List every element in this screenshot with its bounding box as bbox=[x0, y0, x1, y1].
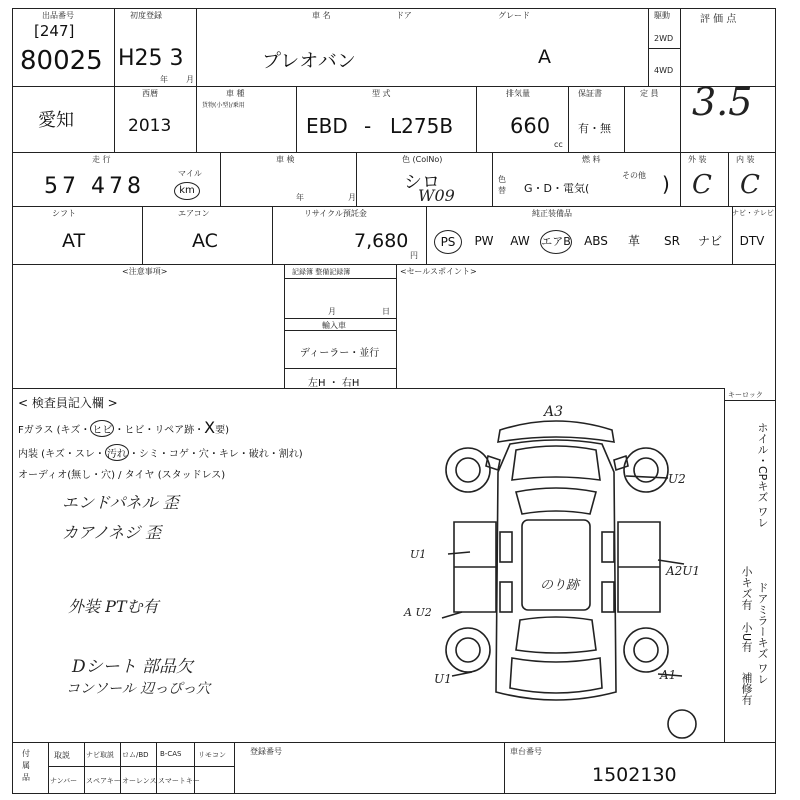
color-label: 色 (ColNo) bbox=[402, 155, 443, 164]
auction-sheet bbox=[12, 8, 776, 794]
year-value: 2013 bbox=[128, 116, 172, 136]
ac-value: AC bbox=[192, 230, 218, 252]
color-change-label: 色替 bbox=[498, 175, 506, 195]
acc-remote: リモコン bbox=[198, 751, 226, 759]
steering-side: 左H ・ 右H bbox=[308, 378, 360, 389]
color-value: シロ bbox=[404, 172, 440, 193]
option-airbag: エアB bbox=[538, 230, 574, 254]
capacity-label: 定 員 bbox=[640, 89, 659, 98]
inspection-month: 月 bbox=[348, 193, 356, 202]
fuel-value: G・D・電気( bbox=[524, 182, 590, 195]
vehicle-type-note: 貨物(小型)/乗用 bbox=[202, 102, 245, 109]
center-note: のり跡 bbox=[540, 578, 580, 593]
ac-label: エアコン bbox=[178, 209, 210, 218]
warranty-value: 有・無 bbox=[578, 122, 611, 135]
accessory-label: 付属品 bbox=[22, 749, 30, 782]
option-navi: ナビ bbox=[697, 234, 722, 248]
glass-circled: ヒビ bbox=[90, 420, 114, 437]
dealer-parallel: ディーラー・並行 bbox=[300, 348, 380, 359]
acc-navi-manual: ナビ取説 bbox=[86, 751, 114, 759]
hand-note-3: 外装 PTむ有 bbox=[68, 597, 159, 616]
mileage-label: 走 行 bbox=[92, 155, 111, 164]
lot-number: 80025 bbox=[20, 46, 103, 76]
mark-a3: A3 bbox=[544, 404, 564, 420]
interior-grade: C bbox=[740, 170, 760, 200]
mark-u2-right: U2 bbox=[668, 472, 686, 486]
chassis-number: 1502130 bbox=[592, 764, 677, 786]
acc-rom-bd: ロム/BD bbox=[122, 751, 149, 759]
option-sr: SR bbox=[664, 234, 680, 248]
first-reg-value: H25 3 bbox=[118, 46, 184, 71]
score-value: 3.5 bbox=[692, 80, 753, 124]
record-day: 日 bbox=[382, 307, 390, 316]
model-code: L275B bbox=[390, 114, 454, 138]
option-pw: PW bbox=[474, 234, 494, 248]
mark-au2: A U2 bbox=[404, 606, 432, 619]
door-label: ドア bbox=[396, 11, 412, 20]
record-month: 月 bbox=[328, 307, 336, 316]
legend-small-scratch: 小キズ有 bbox=[740, 566, 753, 610]
km-label: km bbox=[174, 182, 200, 200]
recycle-label: リサイクル預託金 bbox=[304, 209, 367, 218]
hand-note-2: カアノネジ 歪 bbox=[62, 523, 162, 542]
displacement-label: 排気量 bbox=[506, 89, 530, 98]
cc-unit: cc bbox=[554, 140, 563, 149]
recycle-value: 7,680 bbox=[354, 230, 409, 252]
glass-line: Fガラス (キズ・ ヒビ ・ヒビ・リペア跡・X要) bbox=[18, 418, 230, 437]
interior-line: 内装 (キズ・スレ・ 汚れ ・シミ・コゲ・穴・キレ・破れ・割れ) bbox=[18, 444, 303, 461]
drive-2wd: 2WD bbox=[654, 34, 674, 43]
model-label: 型 式 bbox=[372, 89, 391, 98]
lot-bracket: [247] bbox=[34, 22, 75, 40]
mileage-value: 57 478 bbox=[44, 174, 145, 199]
legend-wheel: ホイル・CPキズ ワレ bbox=[756, 422, 769, 528]
drive-label: 駆動 bbox=[654, 11, 670, 20]
mark-a2u1: A2U1 bbox=[666, 564, 701, 578]
mark-a1: A1 bbox=[660, 668, 677, 682]
month-unit: 月 bbox=[186, 75, 194, 84]
acc-bcas: B-CAS bbox=[160, 750, 182, 758]
color-code: W09 bbox=[418, 186, 455, 205]
legend-door-mirror: ドアミラーキズ ワレ bbox=[756, 582, 769, 685]
reg-number-label: 登録番号 bbox=[250, 747, 282, 756]
hand-note-5: コンソール 辺っぴっ穴 bbox=[66, 681, 211, 697]
fuel-other: その他 bbox=[622, 171, 646, 180]
acc-smart-key: スマートキー bbox=[158, 777, 200, 785]
acc-manual: 取説 bbox=[54, 751, 70, 760]
import-label: 輸入車 bbox=[322, 321, 346, 330]
year-label: 西暦 bbox=[142, 89, 158, 98]
acc-orense: オーレンス bbox=[122, 777, 157, 785]
navi-tv-label: ナビ・テレビ bbox=[732, 209, 774, 217]
warranty-label: 保証書 bbox=[578, 89, 602, 98]
hand-note-4: Dシート 部品欠 bbox=[72, 657, 194, 677]
shift-value: AT bbox=[62, 230, 86, 252]
vehicle-type-label: 車 種 bbox=[226, 89, 245, 98]
option-aw: AW bbox=[510, 234, 530, 248]
acc-plate: ナンバー bbox=[50, 777, 78, 785]
exterior-label: 外 装 bbox=[688, 155, 707, 164]
shift-label: シフト bbox=[52, 209, 76, 218]
option-abs: ABS bbox=[584, 234, 608, 248]
grade-value: A bbox=[538, 46, 551, 68]
hand-note-1: エンドパネル 歪 bbox=[62, 493, 179, 512]
inspection-label: 車 検 bbox=[276, 155, 295, 164]
legend-small-u: 小U有 bbox=[740, 622, 753, 653]
interior-label: 内 装 bbox=[736, 155, 755, 164]
drive-4wd: 4WD bbox=[654, 66, 674, 75]
fuel-close: ) bbox=[662, 172, 670, 196]
audio-tire-line: オーディオ(無し・穴) / タイヤ (スタッドレス) bbox=[18, 470, 226, 481]
model-dash: - bbox=[364, 114, 372, 138]
inspector-title: < 検査員記入欄 > bbox=[18, 396, 118, 410]
fuel-label: 燃 料 bbox=[582, 155, 601, 164]
car-name-label: 車 名 bbox=[312, 11, 331, 20]
lot-label: 出品番号 bbox=[42, 11, 74, 20]
exterior-grade: C bbox=[692, 170, 712, 200]
option-ps: PS bbox=[430, 230, 466, 254]
mark-u1-left: U1 bbox=[410, 548, 427, 561]
yen-unit: 円 bbox=[410, 251, 418, 260]
keylock-label: キーロック bbox=[728, 391, 763, 399]
miles-label: マイル bbox=[178, 169, 202, 178]
option-leather: 革 bbox=[627, 234, 640, 248]
car-name: プレオバン bbox=[262, 50, 356, 72]
legend-repair: 補修有 bbox=[740, 672, 753, 705]
sales-point-label: <セールスポイント> bbox=[400, 267, 477, 276]
first-reg-label: 初度登録 bbox=[130, 11, 162, 20]
grade-label: グレード bbox=[498, 11, 530, 20]
acc-spare-key: スペアキー bbox=[86, 777, 121, 785]
mark-u1-rear: U1 bbox=[434, 672, 452, 686]
equipment-label: 純正装備品 bbox=[532, 209, 572, 218]
model-prefix: EBD bbox=[306, 114, 348, 138]
caution-label: <注意事項> bbox=[122, 267, 168, 276]
chassis-label: 車台番号 bbox=[510, 747, 542, 756]
option-dtv: DTV bbox=[739, 234, 765, 248]
inspection-year: 年 bbox=[296, 193, 304, 202]
interior-circled: 汚れ bbox=[105, 444, 129, 461]
region: 愛知 bbox=[38, 110, 74, 131]
score-label: 評 価 点 bbox=[700, 14, 737, 25]
year-unit: 年 bbox=[160, 75, 168, 84]
record-label: 記録簿 整備記録簿 bbox=[292, 268, 351, 276]
displacement: 660 bbox=[510, 114, 551, 138]
